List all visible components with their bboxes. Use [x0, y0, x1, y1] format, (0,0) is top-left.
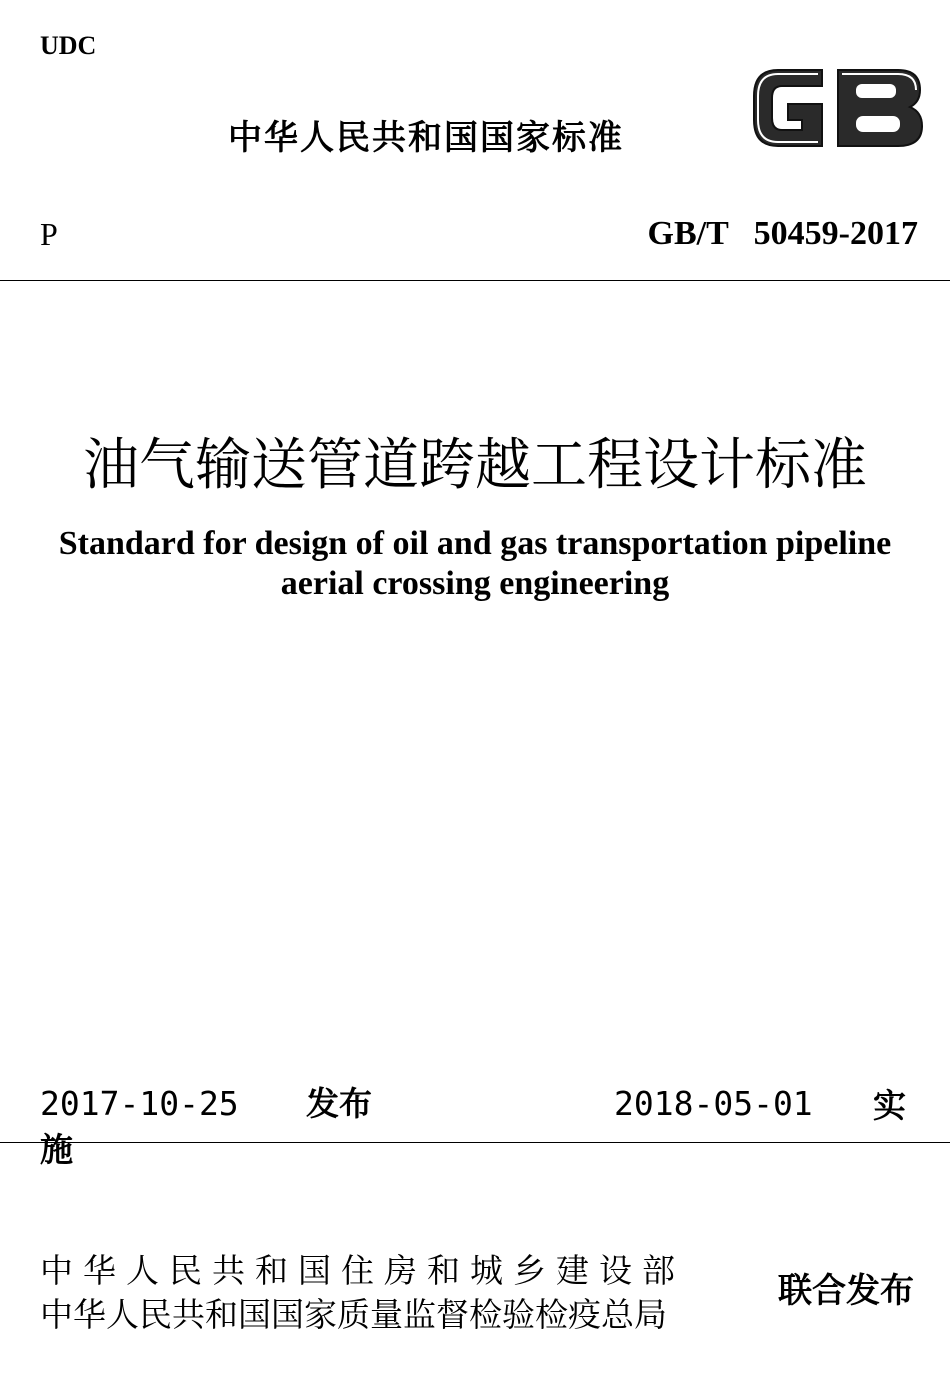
- joint-issue-label: 联合发布: [778, 1271, 914, 1311]
- issue-date: 2017-10-25: [40, 1084, 239, 1123]
- implementation-date: 2018-05-01: [614, 1084, 813, 1123]
- chinese-title: 油气输送管道跨越工程设计标准: [83, 433, 867, 498]
- english-title: Standard for design of oil and gas transportation pipeline aerial crossing engineering: [58, 525, 892, 602]
- standard-number: GB/T 50459-2017: [647, 215, 918, 252]
- implementation-label-char-2: 施: [40, 1130, 73, 1169]
- issue-label: 发布: [306, 1084, 372, 1123]
- top-divider: [0, 280, 950, 281]
- issuer-quality-administration: 中华人民共和国国家质量监督检验检疫总局: [40, 1295, 667, 1334]
- issuer-ministry-housing: 中华人民共和国住房和城乡建设部: [40, 1251, 685, 1290]
- implementation-label-char-1: 实: [873, 1086, 906, 1125]
- udc-label: UDC: [40, 31, 97, 60]
- bottom-divider: [0, 1142, 950, 1143]
- gb-logo: [748, 60, 928, 156]
- classification-code: P: [40, 216, 58, 252]
- national-standard-heading: 中华人民共和国国家标准: [228, 118, 624, 158]
